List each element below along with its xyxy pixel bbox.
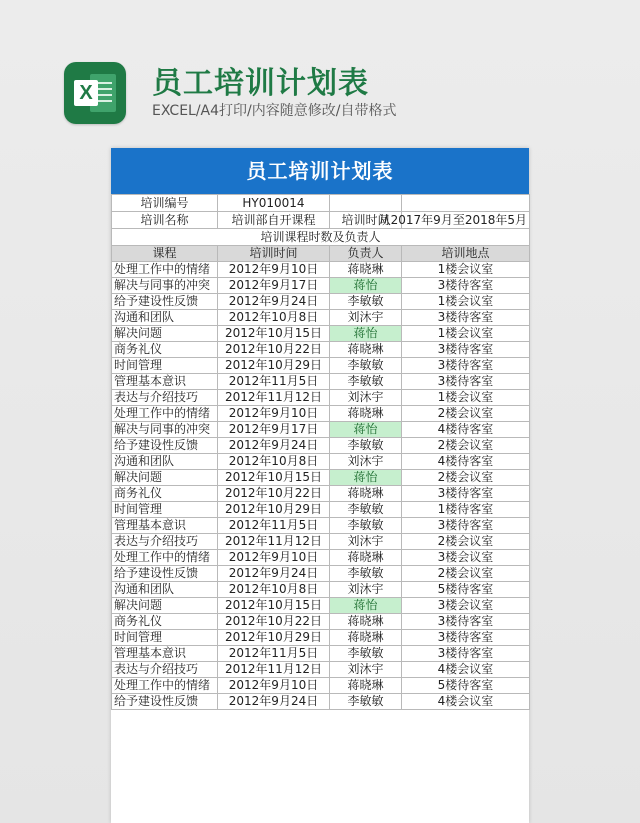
owner-cell[interactable]: 刘沐宇: [330, 662, 402, 678]
column-header-row: [112, 246, 530, 262]
owner-cell[interactable]: 蒋晓琳: [330, 486, 402, 502]
date-cell[interactable]: 2012年9月17日: [218, 422, 330, 438]
course-cell[interactable]: 给予建设性反馈: [112, 438, 218, 454]
owner-cell[interactable]: 刘沐宇: [330, 454, 402, 470]
owner-cell[interactable]: 李敏敏: [330, 294, 402, 310]
course-cell[interactable]: 给予建设性反馈: [112, 566, 218, 582]
course-cell[interactable]: 管理基本意识: [112, 374, 218, 390]
page-subtitle: EXCEL/A4打印/内容随意修改/自带格式: [152, 103, 397, 119]
place-cell[interactable]: 1楼会议室: [402, 262, 530, 278]
id-label: 培训编号: [112, 195, 218, 212]
sheet-banner-title: 员工培训计划表: [111, 148, 529, 194]
owner-cell[interactable]: 李敏敏: [330, 358, 402, 374]
course-cell[interactable]: 给予建设性反馈: [112, 294, 218, 310]
course-cell[interactable]: 时间管理: [112, 502, 218, 518]
place-cell[interactable]: 3楼待客室: [402, 278, 530, 294]
course-cell[interactable]: 管理基本意识: [112, 518, 218, 534]
owner-cell[interactable]: 蒋晓琳: [330, 630, 402, 646]
info-row-id: [112, 195, 530, 212]
date-cell[interactable]: 2012年9月10日: [218, 262, 330, 278]
course-cell[interactable]: 商务礼仪: [112, 486, 218, 502]
owner-cell[interactable]: 蒋怡: [330, 326, 402, 342]
place-cell[interactable]: 3楼待客室: [402, 310, 530, 326]
training-table: [111, 194, 530, 710]
place-cell[interactable]: 3楼待客室: [402, 486, 530, 502]
owner-cell[interactable]: 蒋怡: [330, 598, 402, 614]
place-cell[interactable]: 2楼会议室: [402, 470, 530, 486]
id-value[interactable]: HY010014: [218, 195, 330, 212]
course-cell[interactable]: 处理工作中的情绪: [112, 678, 218, 694]
place-cell[interactable]: 2楼会议室: [402, 406, 530, 422]
page-title: 员工培训计划表: [152, 66, 369, 101]
table-row: [112, 486, 530, 502]
course-cell[interactable]: 解决与同事的冲突: [112, 422, 218, 438]
course-cell[interactable]: 解决问题: [112, 326, 218, 342]
table-row: [112, 694, 530, 710]
table-row: [112, 518, 530, 534]
course-cell[interactable]: 管理基本意识: [112, 646, 218, 662]
course-cell[interactable]: 解决问题: [112, 598, 218, 614]
table-row: [112, 454, 530, 470]
owner-cell[interactable]: 李敏敏: [330, 502, 402, 518]
place-cell[interactable]: 2楼会议室: [402, 566, 530, 582]
owner-cell[interactable]: 刘沐宇: [330, 534, 402, 550]
course-cell[interactable]: 处理工作中的情绪: [112, 406, 218, 422]
owner-cell[interactable]: 刘沐宇: [330, 582, 402, 598]
date-cell[interactable]: 2012年10月15日: [218, 470, 330, 486]
date-cell[interactable]: 2012年9月24日: [218, 566, 330, 582]
owner-cell[interactable]: 蒋晓琳: [330, 262, 402, 278]
place-cell[interactable]: 2楼会议室: [402, 534, 530, 550]
empty-cell[interactable]: [402, 195, 530, 212]
table-row: [112, 566, 530, 582]
owner-cell[interactable]: 李敏敏: [330, 694, 402, 710]
place-cell[interactable]: 1楼会议室: [402, 390, 530, 406]
date-cell[interactable]: 2012年9月10日: [218, 550, 330, 566]
place-cell[interactable]: 3楼会议室: [402, 550, 530, 566]
table-row: [112, 262, 530, 278]
place-cell[interactable]: 3楼待客室: [402, 630, 530, 646]
col-header-course[interactable]: 课程: [112, 246, 218, 262]
place-cell[interactable]: 1楼待客室: [402, 502, 530, 518]
course-cell[interactable]: 商务礼仪: [112, 614, 218, 630]
owner-cell[interactable]: 李敏敏: [330, 646, 402, 662]
time-value[interactable]: 从2017年9月至2018年5月: [402, 212, 530, 229]
owner-cell[interactable]: 蒋晓琳: [330, 550, 402, 566]
table-row: [112, 342, 530, 358]
owner-cell[interactable]: 刘沐宇: [330, 310, 402, 326]
course-cell[interactable]: 沟通和团队: [112, 454, 218, 470]
table-row: [112, 470, 530, 486]
place-cell[interactable]: 1楼会议室: [402, 294, 530, 310]
date-cell[interactable]: 2012年9月24日: [218, 438, 330, 454]
date-cell[interactable]: 2012年11月12日: [218, 534, 330, 550]
table-row: [112, 614, 530, 630]
owner-cell[interactable]: 李敏敏: [330, 518, 402, 534]
date-cell[interactable]: 2012年9月24日: [218, 294, 330, 310]
date-cell[interactable]: 2012年11月5日: [218, 374, 330, 390]
place-cell[interactable]: 1楼会议室: [402, 326, 530, 342]
excel-letter: X: [74, 80, 98, 106]
owner-cell[interactable]: 蒋怡: [330, 422, 402, 438]
table-row: [112, 438, 530, 454]
course-cell[interactable]: 解决问题: [112, 470, 218, 486]
table-row: [112, 390, 530, 406]
table-row: [112, 374, 530, 390]
place-cell[interactable]: 3楼待客室: [402, 614, 530, 630]
date-cell[interactable]: 2012年11月5日: [218, 646, 330, 662]
date-cell[interactable]: 2012年10月22日: [218, 614, 330, 630]
place-cell[interactable]: 4楼待客室: [402, 422, 530, 438]
date-cell[interactable]: 2012年11月12日: [218, 662, 330, 678]
course-cell[interactable]: 表达与介绍技巧: [112, 662, 218, 678]
table-row: [112, 646, 530, 662]
date-cell[interactable]: 2012年10月29日: [218, 358, 330, 374]
date-cell[interactable]: 2012年10月22日: [218, 486, 330, 502]
owner-cell[interactable]: 蒋晓琳: [330, 614, 402, 630]
course-cell[interactable]: 表达与介绍技巧: [112, 534, 218, 550]
info-row-name: [112, 212, 530, 229]
owner-cell[interactable]: 蒋怡: [330, 470, 402, 486]
course-cell[interactable]: 处理工作中的情绪: [112, 550, 218, 566]
table-row: [112, 294, 530, 310]
table-row: [112, 358, 530, 374]
place-cell[interactable]: 3楼待客室: [402, 358, 530, 374]
col-header-owner[interactable]: 负责人: [330, 246, 402, 262]
date-cell[interactable]: 2012年10月8日: [218, 454, 330, 470]
excel-icon: [64, 62, 126, 124]
date-cell[interactable]: 2012年9月24日: [218, 694, 330, 710]
place-cell[interactable]: 2楼会议室: [402, 438, 530, 454]
section-title: 培训课程时数及负责人: [112, 229, 530, 246]
place-cell[interactable]: 4楼会议室: [402, 662, 530, 678]
date-cell[interactable]: 2012年11月12日: [218, 390, 330, 406]
owner-cell[interactable]: 蒋晓琳: [330, 406, 402, 422]
place-cell[interactable]: 4楼会议室: [402, 694, 530, 710]
date-cell[interactable]: 2012年10月8日: [218, 310, 330, 326]
course-cell[interactable]: 给予建设性反馈: [112, 694, 218, 710]
table-row: [112, 582, 530, 598]
owner-cell[interactable]: 蒋晓琳: [330, 678, 402, 694]
date-cell[interactable]: 2012年10月15日: [218, 598, 330, 614]
place-cell[interactable]: 5楼待客室: [402, 678, 530, 694]
date-cell[interactable]: 2012年9月17日: [218, 278, 330, 294]
place-cell[interactable]: 4楼待客室: [402, 454, 530, 470]
course-cell[interactable]: 表达与介绍技巧: [112, 390, 218, 406]
col-header-place[interactable]: 培训地点: [402, 246, 530, 262]
course-cell[interactable]: 沟通和团队: [112, 310, 218, 326]
table-row: [112, 502, 530, 518]
empty-cell[interactable]: [330, 195, 402, 212]
place-cell[interactable]: 3楼待客室: [402, 518, 530, 534]
name-label: 培训名称: [112, 212, 218, 229]
place-cell[interactable]: 5楼待客室: [402, 582, 530, 598]
owner-cell[interactable]: 李敏敏: [330, 566, 402, 582]
place-cell[interactable]: 3楼待客室: [402, 342, 530, 358]
table-row: [112, 598, 530, 614]
table-row: [112, 662, 530, 678]
name-value[interactable]: 培训部自开课程: [218, 212, 330, 229]
section-row: [112, 229, 530, 246]
time-label: 培训时间: [330, 212, 402, 229]
date-cell[interactable]: 2012年9月10日: [218, 678, 330, 694]
owner-cell[interactable]: 李敏敏: [330, 374, 402, 390]
table-row: [112, 534, 530, 550]
date-cell[interactable]: 2012年10月8日: [218, 582, 330, 598]
course-cell[interactable]: 沟通和团队: [112, 582, 218, 598]
spreadsheet: [111, 148, 529, 823]
owner-cell[interactable]: 刘沐宇: [330, 390, 402, 406]
table-row: [112, 278, 530, 294]
owner-cell[interactable]: 蒋怡: [330, 278, 402, 294]
date-cell[interactable]: 2012年10月29日: [218, 630, 330, 646]
table-row: [112, 422, 530, 438]
course-cell[interactable]: 处理工作中的情绪: [112, 262, 218, 278]
owner-cell[interactable]: 蒋晓琳: [330, 342, 402, 358]
course-cell[interactable]: 商务礼仪: [112, 342, 218, 358]
table-row: [112, 630, 530, 646]
col-header-date[interactable]: 培训时间: [218, 246, 330, 262]
date-cell[interactable]: 2012年10月29日: [218, 502, 330, 518]
date-cell[interactable]: 2012年10月15日: [218, 326, 330, 342]
date-cell[interactable]: 2012年9月10日: [218, 406, 330, 422]
table-row: [112, 406, 530, 422]
date-cell[interactable]: 2012年11月5日: [218, 518, 330, 534]
place-cell[interactable]: 3楼待客室: [402, 374, 530, 390]
course-cell[interactable]: 时间管理: [112, 358, 218, 374]
table-row: [112, 550, 530, 566]
table-row: [112, 310, 530, 326]
table-row: [112, 678, 530, 694]
course-cell[interactable]: 时间管理: [112, 630, 218, 646]
place-cell[interactable]: 3楼会议室: [402, 598, 530, 614]
place-cell[interactable]: 3楼待客室: [402, 646, 530, 662]
owner-cell[interactable]: 李敏敏: [330, 438, 402, 454]
course-cell[interactable]: 解决与同事的冲突: [112, 278, 218, 294]
date-cell[interactable]: 2012年10月22日: [218, 342, 330, 358]
table-row: [112, 326, 530, 342]
